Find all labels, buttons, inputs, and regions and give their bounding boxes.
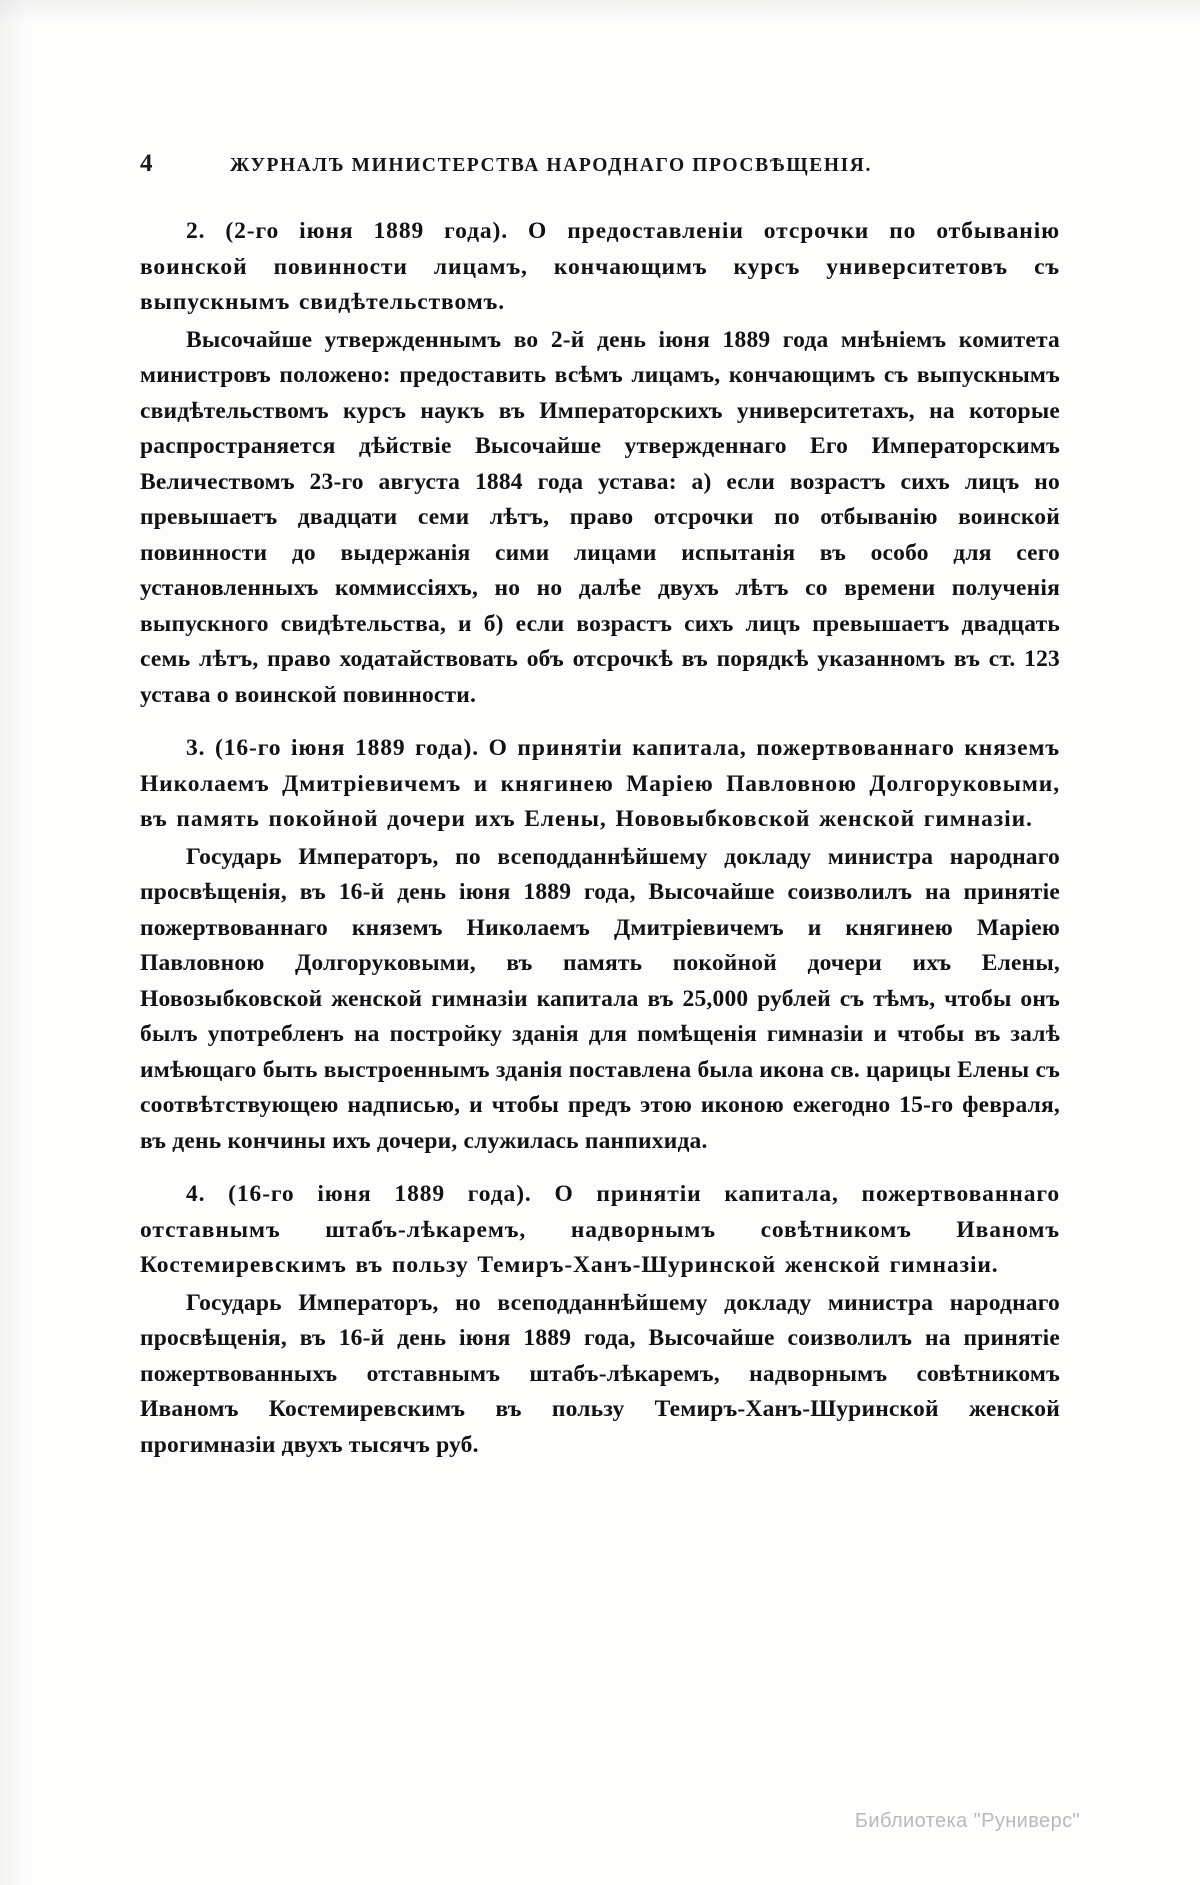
section-body: Государь Императоръ, по всеподданнѣйшему докладу министра народнаго просвѣщенія, въ 16-й день іюня 1889 года, Высочайше соизволилъ на принятіе пожертвованнаго княземъ Николаемъ Дмитріевичемъ и княгинею Маріею Павловною Долгоруковыми, въ память покойной дочери ихъ Елены, Новозыбковской женской гимназіи капитала въ 25,000 рублей съ тѣмъ, чтобы онъ былъ употребленъ на постройку зданія для помѣщенія гимназіи и чтобы въ залѣ имѣющаго быть выстроеннымъ зданія поставлена была икона св. царицы Елены съ соотвѣтствующею надписью, и чтобы предъ этою иконою ежегодно 15-го февраля, въ день кончины ихъ дочери, служилась панпихида. [140, 843, 1060, 1154]
page-edge-shading-left [0, 0, 28, 1885]
section-body: Высочайше утвержденнымъ во 2-й день іюня 1889 года мнѣніемъ комитета министровъ положено: предоставить всѣмъ лицамъ, кончающимъ съ выпускнымъ свидѣтельствомъ курсъ наукъ въ Императорскихъ университетахъ, на которые распространяется дѣйствіе Высочайше утвержденнаго Его Императорскимъ Величествомъ 23-го августа 1884 года устава: а) если возрастъ сихъ лицъ но превышаетъ двадцати семи лѣтъ, право отсрочки по отбыванію воинской повинности до выдержанія сими лицами испытанія въ особо для сего установленныхъ коммиссіяхъ, но но далѣе двухъ лѣтъ со времени полученія выпускного свидѣтельства, и б) если возрастъ сихъ лицъ превышаетъ двадцать семь лѣтъ, право ходатайствовать объ отсрочкѣ въ порядкѣ указанномъ въ ст. 123 устава о воинской повинности. [140, 326, 1060, 708]
running-head [140, 150, 1060, 178]
section-heading: 2. (2-го іюня 1889 года). О предоставленіи отсрочки по отбыванію воинской повинности лицамъ, кончающимъ курсъ университетовъ съ выпускнымъ свидѣтельствомъ. [140, 218, 1060, 315]
journal-title: ЖУРНАЛЪ МИНИСТЕРСТВА НАРОДНАГО ПРОСВѢЩЕНІЯ. [230, 155, 872, 176]
section-heading: 4. (16-го іюня 1889 года). О принятіи капитала, пожертвованнаго отставнымъ штабъ-лѣкаремъ, надворнымъ совѣтникомъ Иваномъ Костемиревскимъ въ пользу Темиръ-Ханъ-Шуринской женской гимназіи. [140, 1181, 1060, 1278]
section-item-4 [140, 1177, 1060, 1463]
page-number: 4 [140, 150, 153, 177]
library-watermark: Библиотека "Руниверс" [854, 1810, 1080, 1832]
section-item-3 [140, 731, 1060, 1159]
page-edge-shading-top [0, 0, 1200, 24]
section-item-2 [140, 214, 1060, 713]
page-text-block [140, 150, 1060, 1481]
section-heading: 3. (16-го іюня 1889 года). О принятіи капитала, пожертвованнаго княземъ Николаемъ Дмитріевичемъ и княгинею Маріею Павловною Долгоруковыми, въ память покойной дочери ихъ Елены, Нововыбковской женской гимназіи. [140, 735, 1060, 832]
section-body: Государь Императоръ, но всеподданнѣйшему докладу министра народнаго просвѣщенія, въ 16-й день іюня 1889 года, Высочайше соизволилъ на принятіе пожертвованныхъ отставнымъ штабъ-лѣкаремъ, надворнымъ совѣтникомъ Иваномъ Костемиревскимъ въ пользу Темиръ-Ханъ-Шуринской женской прогимназіи двухъ тысячъ руб. [140, 1289, 1060, 1458]
